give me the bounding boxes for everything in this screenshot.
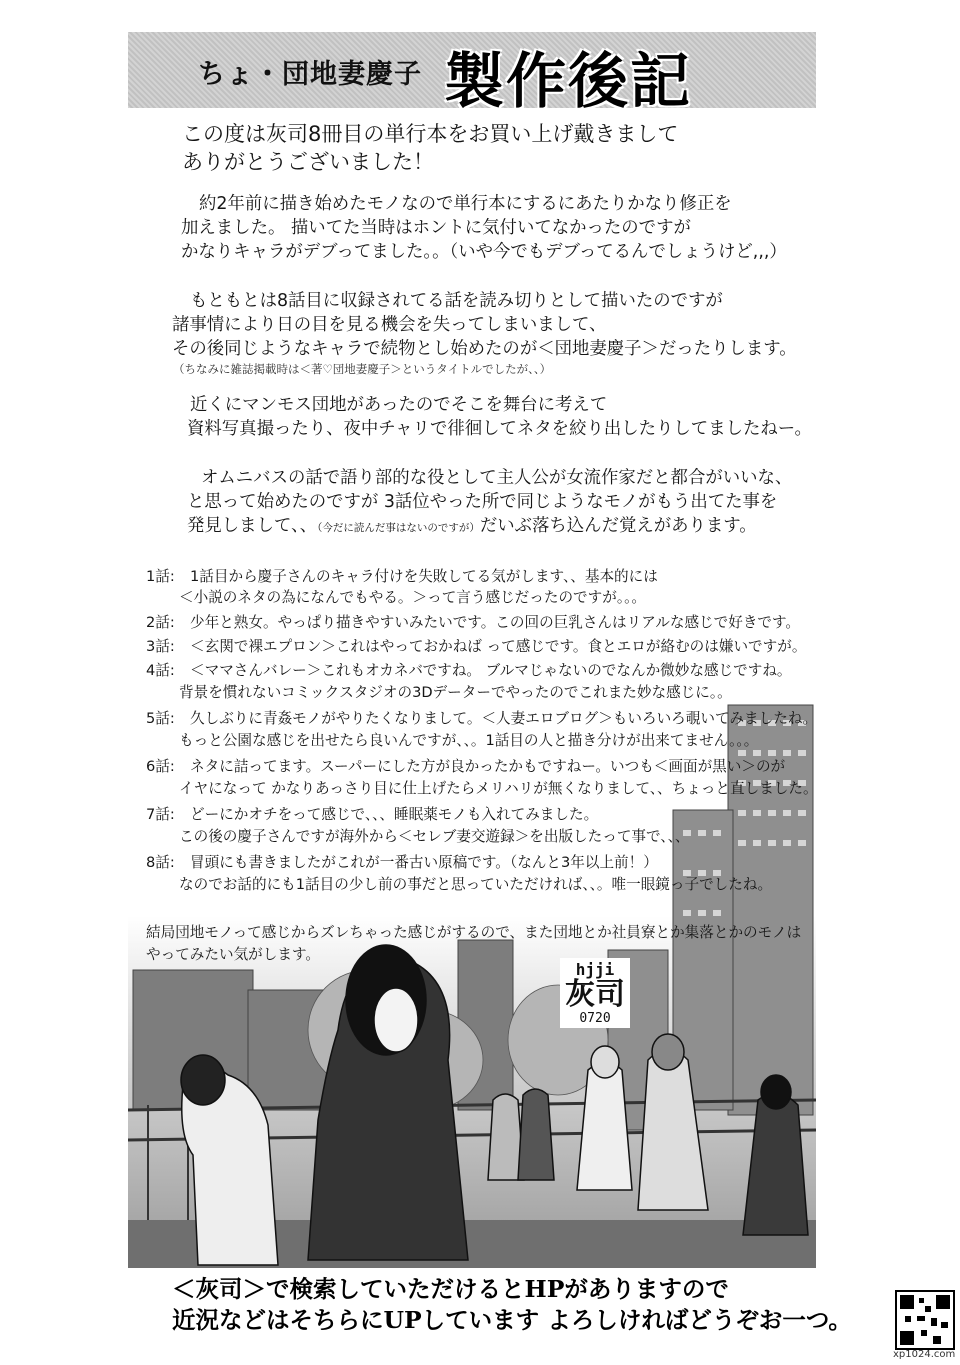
note-ep1-line-1: 1話: 1話目から慶子さんのキャラ付けを失敗してる気がします、、基本的には xyxy=(146,565,658,586)
para4-line-3-after: だいぶ落ち込んだ覚えがあります。 xyxy=(479,516,757,536)
note-ep6-line-2: イヤになって かなりあっさり目に仕上げたらメリハリが無くなりまして、、ちょっと直しました。 xyxy=(179,780,818,797)
note-ep8-line-1: 8話: 冒頭にも書きましたがこれが一番古い原稿です。（なんと3年以上前！） xyxy=(146,851,658,872)
credit-line-1: ＜灰司＞で検索していただけるとHPがありますので xyxy=(172,1275,729,1303)
page-title: 製作後記 xyxy=(444,47,692,117)
signature-latin: hjji xyxy=(575,960,615,979)
para4-line-3-aside: （今だに読んだ事はないのですが） xyxy=(317,522,480,534)
para4-line-1: オムニバスの話で語り部的な役として主人公が女流作家だと都合がいいな、 xyxy=(201,468,793,488)
note-ep1-line-2: ＜小説のネタの為になんでもやる。＞って言う感じだったのですが。。。 xyxy=(179,589,646,606)
para4-line-3-before: 発見しまして、、 xyxy=(187,516,318,536)
para3-line-2: 資料写真撮ったり、夜中チャリで徘徊してネタを絞り出したりしてましたねー。 xyxy=(187,419,812,439)
note-ep7-line-2: この後の慶子さんですが海外から＜セレブ妻交遊録＞を出版したって事で、、、 xyxy=(179,828,690,845)
para2-line-3: その後同じようなキャラで続物とし始めたのが＜団地妻慶子＞だったりします。 xyxy=(172,339,797,359)
note-ep8-line-2: なのでお話的にも1話目の少し前の事だと思っていただければ、、。唯一眼鏡っ子でしたね。 xyxy=(179,876,773,893)
note-ep8-label: 8話: xyxy=(146,854,175,871)
note-ep2-line-1: 2話: 少年と熟女。やっぱり描きやすいみたいです。この回の巨乳さんはリアルな感じで好きです。 xyxy=(146,611,800,632)
signature xyxy=(560,958,630,1028)
note-ep6-label: 6話: xyxy=(146,758,175,775)
closing-line-1: 結局団地モノって感じからズレちゃった感じがするので、また団地とか社員寮とか集落とかのモノは xyxy=(146,924,802,941)
para4-line-3 xyxy=(187,511,757,536)
watermark-text: xp1024.com xyxy=(893,1349,956,1360)
intro-line-1: この度は灰司8冊目の単行本をお買い上げ戴きまして xyxy=(182,122,679,146)
note-ep2-label: 2話: xyxy=(146,614,175,631)
signature-date: 0720 xyxy=(579,1011,611,1026)
closing-line-2: やってみたい気がします。 xyxy=(146,946,320,963)
note-ep6-line-1: 6話: ネタに詰ってます。スーパーにした方が良かったかもですねー。いつも＜画面が黒い＞のが xyxy=(146,755,785,776)
note-ep5-label: 5話: xyxy=(146,710,175,727)
signature-kanji: 灰司 xyxy=(565,977,625,1012)
note-ep5-line-1: 5話: 久しぶりに青姦モノがやりたくなりまして。＜人妻エロブログ＞もいろいろ覗いてみましたね。 xyxy=(146,707,817,728)
qr-code-icon xyxy=(895,1290,955,1350)
note-ep7-line-1: 7話: どーにかオチをって感じで、、、睡眠薬モノも入れてみました。 xyxy=(146,803,598,824)
para2-note: （ちなみに雑誌掲載時は＜著♡団地妻慶子＞というタイトルでしたが、、） xyxy=(173,362,552,376)
note-ep4-line-1: 4話: ＜ママさんバレー＞これもオカネバですね。 ブルマじゃないのでなんか微妙な感じですね。 xyxy=(146,659,792,680)
note-ep3-label: 3話: xyxy=(146,638,175,655)
page-subtitle: ちょ・団地妻慶子 xyxy=(198,59,422,90)
para4-line-2: と思って始めたのですが 3話位やった所で同じようなモノがもう出てた事を xyxy=(187,492,778,512)
note-ep7-label: 7話: xyxy=(146,806,175,823)
para3-line-1: 近くにマンモス団地があったのでそこを舞台に考えて xyxy=(190,395,608,415)
intro-line-2: ありがとうございました！ xyxy=(182,150,434,174)
credit-line-2: 近況などはそちらにUPしています よろしければどうぞお一つ。 xyxy=(172,1306,852,1334)
note-ep3-line-1: 3話: ＜玄関で裸エプロン＞これはやっておかねば って感じです。食とエロが絡むのは嫌いですが。 xyxy=(146,635,806,656)
para2-line-2: 諸事情により日の目を見る機会を失ってしまいまして、 xyxy=(172,315,607,335)
note-ep1-label: 1話: xyxy=(146,568,175,585)
para1-line-2: 加えました。 描いてた当時はホントに気付いてなかったのですが xyxy=(181,218,691,238)
note-ep5-line-2: もっと公園な感じを出せたら良いんですが、、。1話目の人と描き分けが出来てません。。。 xyxy=(179,732,759,749)
note-ep4-label: 4話: xyxy=(146,662,175,679)
para1-line-1: 約2年前に描き始めたモノなので単行本にするにあたりかなり修正を xyxy=(199,194,732,214)
para1-line-3: かなりキャラがデブってました。。（いや今でもデブってるんでしょうけど,,,） xyxy=(181,242,787,262)
note-ep4-line-2: 背景を慣れないコミックスタジオの3Dデーターでやったのでこれまた妙な感じに。。 xyxy=(179,684,732,701)
para2-line-1: もともとは8話目に収録されてる話を読み切りとして描いたのですが xyxy=(190,291,723,311)
